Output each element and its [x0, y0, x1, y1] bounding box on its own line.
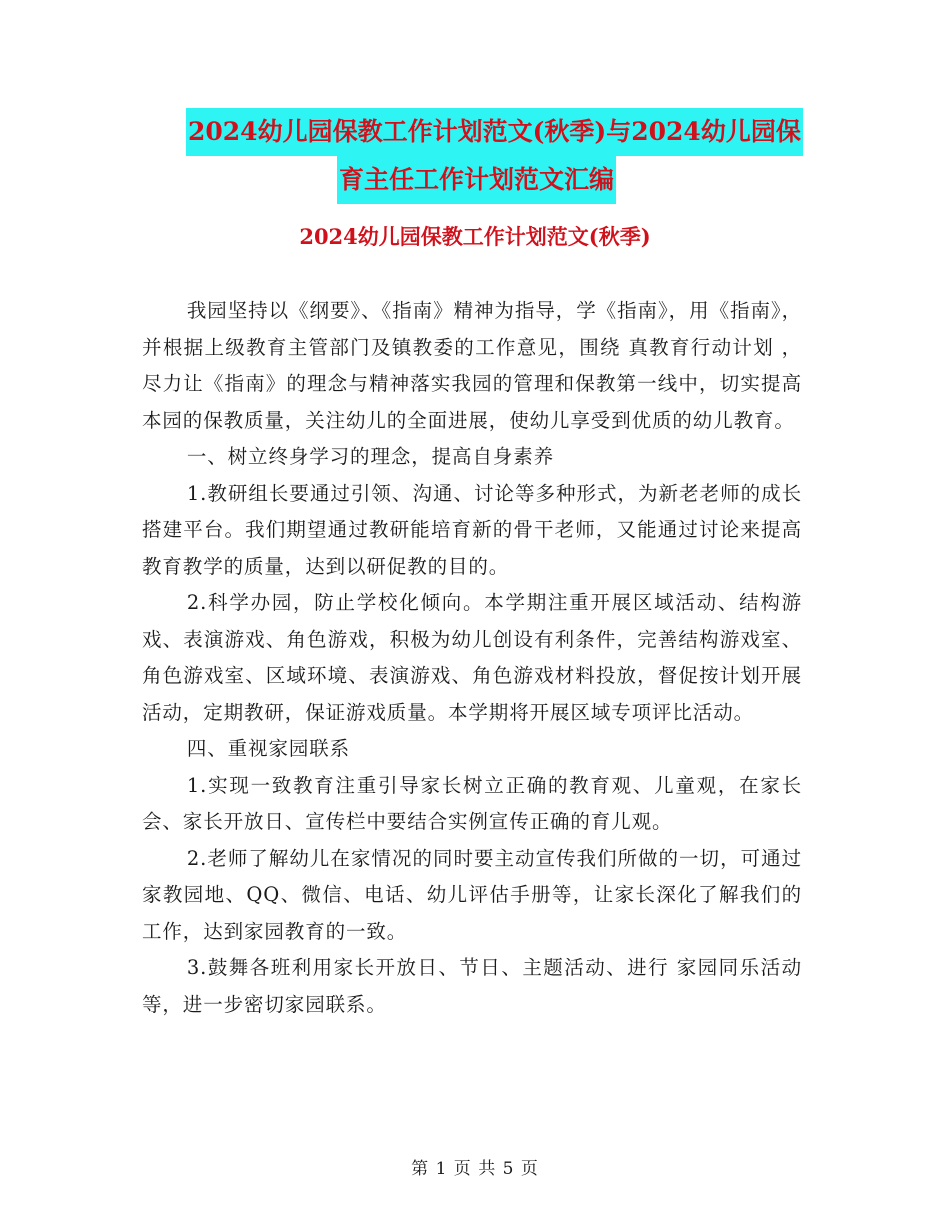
paragraph-item-1-2: 2.科学办园，防止学校化倾向。本学期注重开展区域活动、结构游戏、表演游戏、角色游戏，积极为幼儿创设有利条件，完善结构游戏室、角色游戏室、区域环境、表演游戏、角色游戏材料投放，督促按计划开展活动，定期教研，保证游戏质量。本学期将开展区域专项评比活动。	[142, 591, 802, 724]
intro-paragraph: 我园坚持以《纲要》、《指南》精神为指导，学《指南》，用《指南》，并根据上级教育主管部门及镇教委的工作意见，围绕 真教育行动计划 ，尽力让《指南》的理念与精神落实我园的管理和保教第一线中，切实提高本园的保教质量，关注幼儿的全面进展，使幼儿享受到优质的幼儿教育。	[142, 299, 802, 432]
paragraph-item-4-3: 3.鼓舞各班利用家长开放日、节日、主题活动、进行 家园同乐活动等，进一步密切家园联系。	[142, 956, 802, 1016]
paragraph-item-4-1: 1.实现一致教育注重引导家长树立正确的教育观、儿童观，在家长会、家长开放日、宣传栏中要结合实例宣传正确的育儿观。	[142, 773, 802, 833]
section-heading-1: 一、树立终身学习的理念，提高自身素养	[186, 445, 555, 468]
title-line-1: 2024幼儿园保教工作计划范文(秋季)与2024幼儿园保	[186, 108, 803, 156]
paragraph-item-1-1: 1.教研组长要通过引领、沟通、讨论等多种形式，为新老老师的成长搭建平台。我们期望通过教研能培育新的骨干老师，又能通过讨论来提高教育教学的质量，达到以研促教的目的。	[142, 481, 802, 578]
paragraph-item-4-2: 2.老师了解幼儿在家情况的同时要主动宣传我们所做的一切，可通过家教园地、QQ、微信、电话、幼儿评估手册等，让家长深化了解我们的工作，达到家园教育的一致。	[142, 846, 802, 943]
title-line-2: 育主任工作计划范文汇编	[337, 156, 616, 204]
section-heading-4: 四、重视家园联系	[186, 737, 351, 760]
document-body	[142, 293, 802, 1023]
page-footer: 第 1 页 共 5 页	[411, 1159, 539, 1179]
document-title	[140, 108, 840, 204]
section-title: 2024幼儿园保教工作计划范文(秋季)	[299, 224, 651, 249]
